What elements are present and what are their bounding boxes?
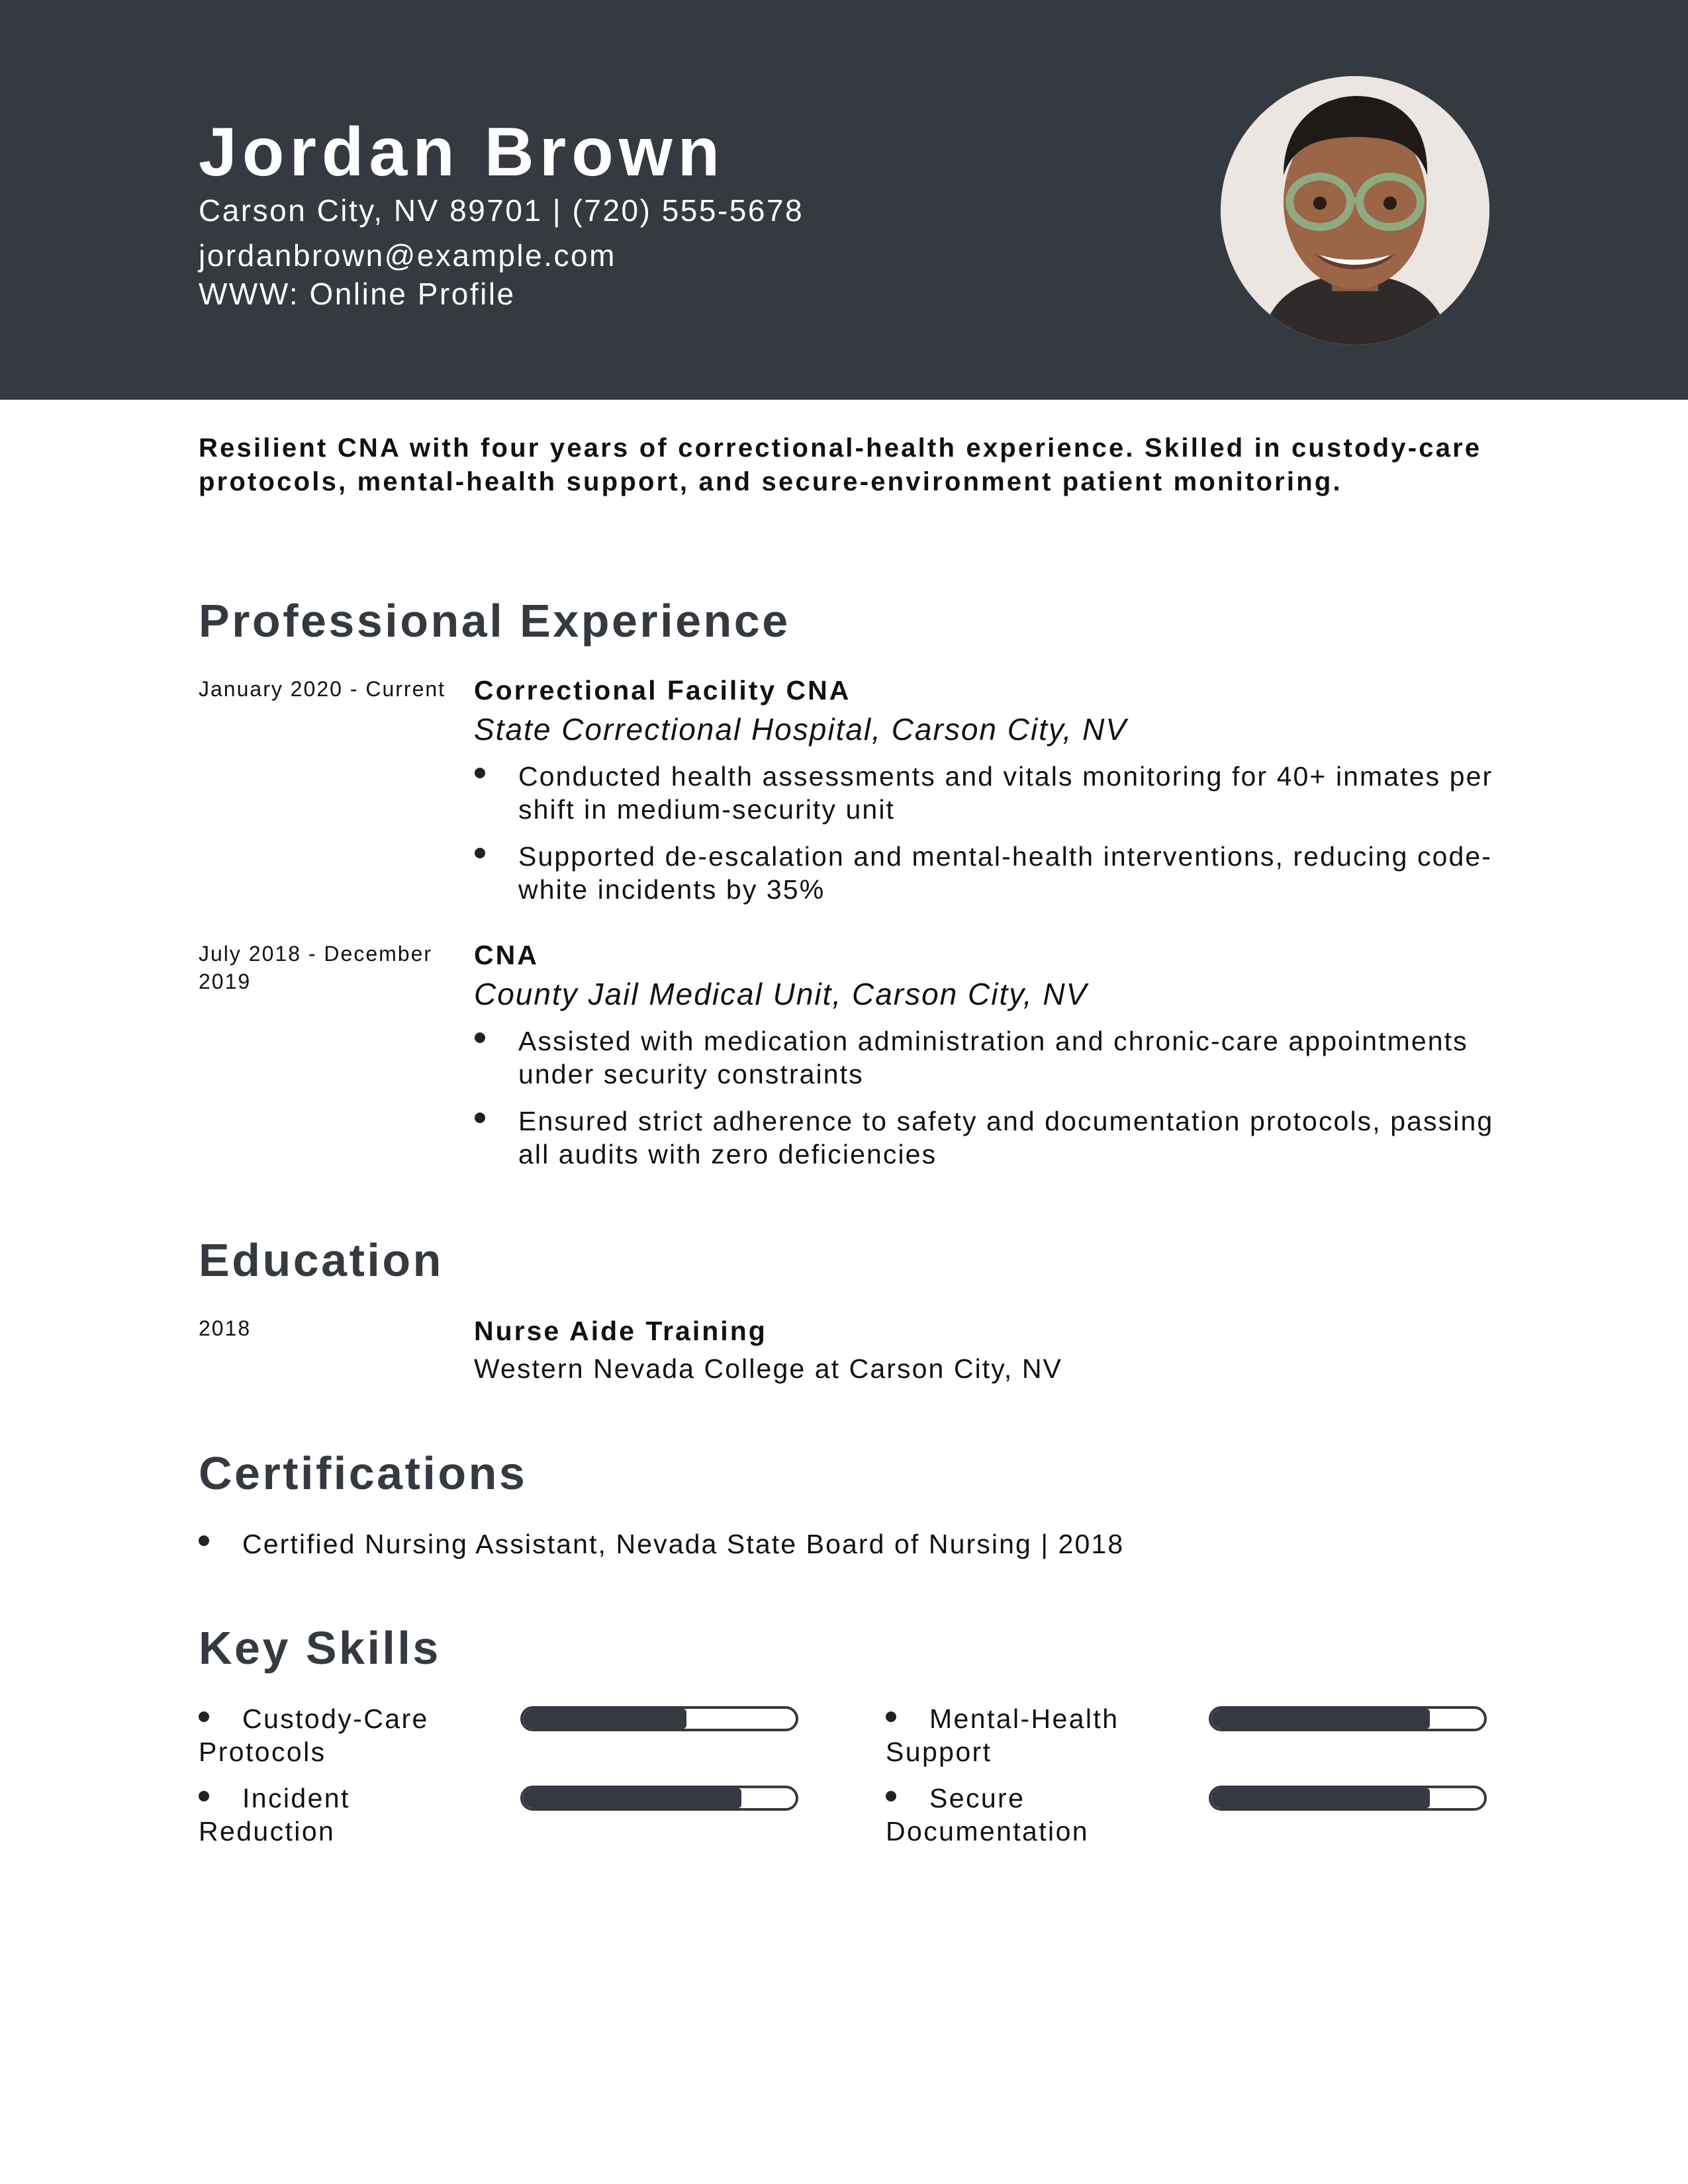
email-link[interactable]: jordanbrown@example.com <box>199 238 616 273</box>
skill-label: Custody-Care Protocols <box>199 1704 429 1767</box>
skill-label: Mental-Health Support <box>886 1704 1119 1767</box>
skill-level-bar <box>520 1706 798 1731</box>
skill-level-bar <box>1209 1786 1487 1811</box>
section-title-education: Education <box>199 1234 444 1286</box>
job-date: January 2020 - Current <box>199 677 446 701</box>
summary: Resilient CNA with four years of correctional-health experience. Skilled in custody-care protocols, mental-health support, and secure-environment patient monitoring. <box>199 433 1482 496</box>
job-bullet: Conducted health assessments and vitals monitoring for 40+ inmates per shift in medium-security unit <box>518 761 1493 825</box>
section-title-skills: Key Skills <box>199 1622 441 1674</box>
skill-label: Secure Documentation <box>886 1783 1089 1846</box>
bullet-dot-icon <box>199 1535 209 1546</box>
job-title: CNA <box>474 940 539 970</box>
education-date: 2018 <box>199 1316 252 1340</box>
bullet-dot-icon <box>475 848 485 858</box>
job-employer: State Correctional Hospital, Carson City, NV <box>474 712 1128 747</box>
candidate-name: Jordan Brown <box>199 114 726 191</box>
job-employer: County Jail Medical Unit, Carson City, NV <box>474 977 1088 1011</box>
address-phone: Carson City, NV 89701 | (720) 555-5678 <box>199 193 804 228</box>
bullet-dot-icon <box>475 1113 485 1123</box>
skill-level-bar <box>1209 1706 1487 1731</box>
job-title: Correctional Facility CNA <box>474 675 851 705</box>
bullet-dot-icon <box>475 1032 485 1043</box>
skill-label: Incident Reduction <box>199 1783 350 1846</box>
education-school: Western Nevada College at Carson City, NV <box>474 1353 1062 1384</box>
avatar <box>1221 76 1489 345</box>
skill-level-fill <box>1211 1709 1430 1729</box>
bullet-dot-icon <box>475 768 485 778</box>
skill-level-bar <box>520 1786 798 1811</box>
website-link[interactable]: WWW: Online Profile <box>199 277 516 311</box>
job-bullet: Ensured strict adherence to safety and documentation protocols, passing all audits with zero deficiencies <box>518 1106 1494 1169</box>
section-title-certifications: Certifications <box>199 1447 528 1499</box>
skill-level-fill <box>523 1788 741 1808</box>
job-bullet: Assisted with medication administration and chronic-care appointments under security constraints <box>518 1026 1468 1089</box>
education-degree: Nurse Aide Training <box>474 1316 767 1346</box>
skill-level-fill <box>523 1709 686 1729</box>
resume-header <box>0 0 1688 400</box>
certification-item: Certified Nursing Assistant, Nevada State Board of Nursing | 2018 <box>242 1529 1125 1559</box>
section-title-experience: Professional Experience <box>199 595 790 647</box>
job-date: July 2018 - December 2019 <box>199 942 433 993</box>
job-bullet: Supported de-escalation and mental-health interventions, reducing code-white incidents by 35% <box>518 841 1493 905</box>
skill-level-fill <box>1211 1788 1430 1808</box>
